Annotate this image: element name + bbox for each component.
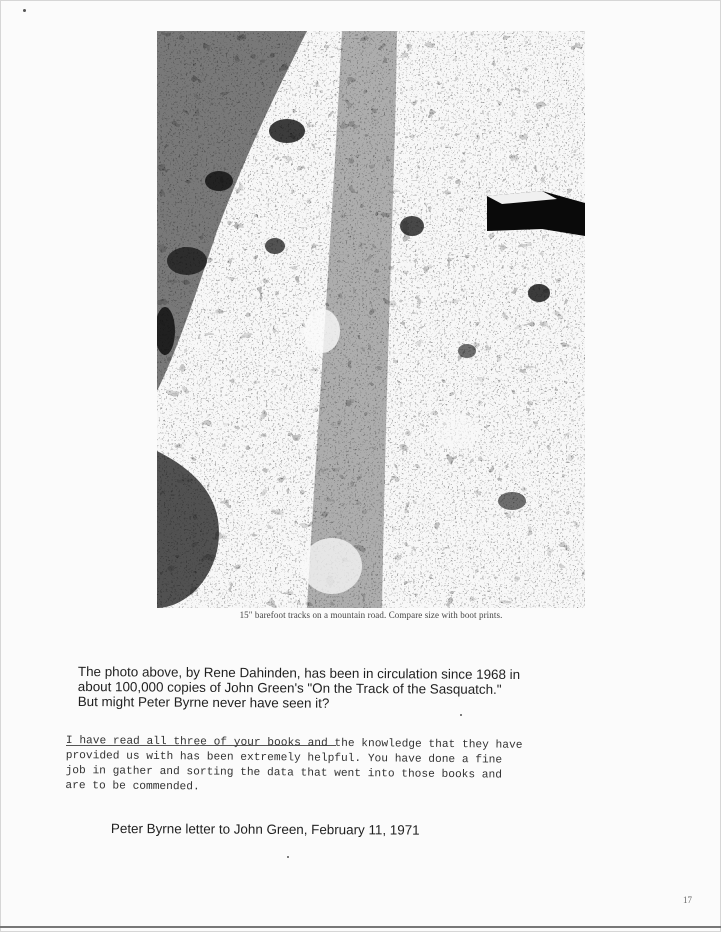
letter-quote [65, 734, 606, 800]
quote-line: I have read all three of your books and the knowledge that they have [65, 734, 523, 752]
scan-speck [287, 856, 289, 858]
commentary-paragraph [78, 664, 618, 713]
scan-speck [23, 9, 26, 12]
photo-caption: 15" barefoot tracks on a mountain road. Compare size with boot prints. [239, 610, 503, 620]
page-number: 17 [683, 895, 692, 905]
letter-attribution: Peter Byrne letter to John Green, February 11, 1971 [110, 821, 420, 838]
footprint-photo [157, 31, 585, 608]
paragraph-line: But might Peter Byrne never have seen it? [77, 693, 330, 711]
quote-line: are to be commended. [65, 779, 200, 794]
quote-line: job in gather and sorting the data that went into those books and [65, 764, 503, 782]
paragraph-line: about 100,000 copies of John Green's "On the Track of the Sasquatch." [77, 678, 502, 697]
photo-image [157, 31, 585, 608]
scan-speck [460, 714, 462, 716]
paragraph-line: The photo above, by Rene Dahinden, has been in circulation since 1968 in [77, 664, 521, 683]
quote-line: provided us with has been extremely helpful. You have done a fine [65, 749, 503, 767]
scan-edge-rule [0, 926, 721, 928]
